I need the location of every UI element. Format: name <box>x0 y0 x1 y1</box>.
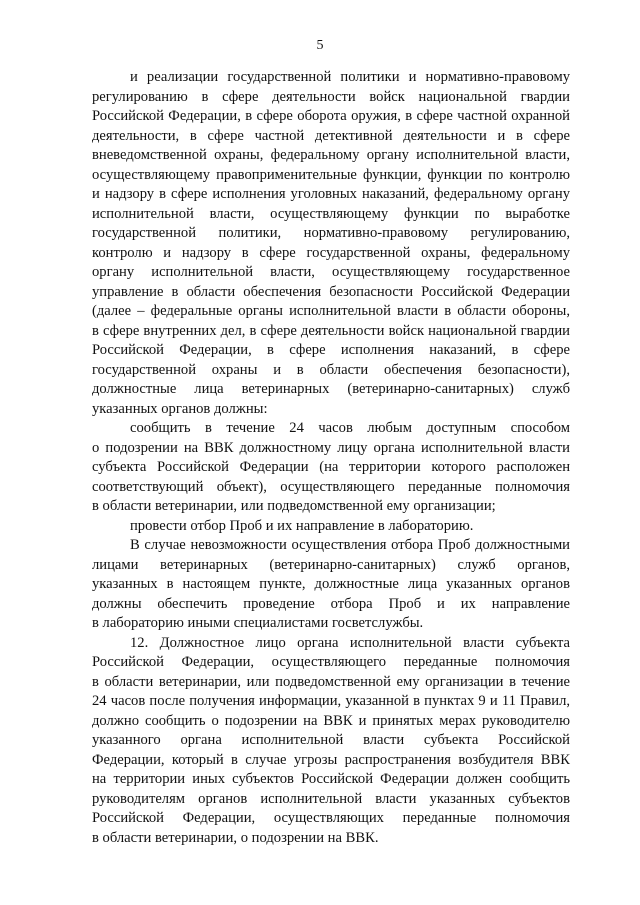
text-line: деятельности, в сфере частной детективной деятельности и в сфере <box>92 127 570 144</box>
text-line: руководителям органов исполнительной власти указанных субъектов <box>92 790 570 807</box>
text-line: органу исполнительной власти, осуществляющему государственное <box>92 264 570 280</box>
text-line: в сфере внутренних дел, в сфере деятельности войск национальной гвардии <box>92 322 570 339</box>
text-line: управление в области обеспечения безопасности Российской Федерации <box>92 283 570 300</box>
text-line: и надзору в сфере исполнения уголовных наказаний, федеральному органу <box>92 186 570 202</box>
text-line: Российской Федерации, осуществляющих переданные полномочия <box>92 810 570 826</box>
text-line: должны обеспечить проведение отбора Проб и их направление <box>92 595 570 612</box>
document-body <box>92 68 570 848</box>
text-line: в лабораторию иными специалистами госветслужбы. <box>92 615 424 631</box>
text-line: контролю и надзору в сфере государственной охраны, федеральному <box>92 244 570 261</box>
text-line: сообщить в течение 24 часов любым доступным способом <box>130 420 570 436</box>
text-line: государственной политики, нормативно-правовому регулированию, <box>92 225 570 241</box>
text-line: провести отбор Проб и их направление в лабораторию. <box>130 517 474 534</box>
text-line: соответствующий объект), осуществляющего переданные полномочия <box>92 478 570 495</box>
text-line: 24 часов после получения информации, указанной в пунктах 9 и 11 Правил, <box>92 693 570 709</box>
text-line: в области ветеринарии, или подведомственной ему организации; <box>92 498 496 514</box>
text-line: исполнительной власти, осуществляющему функции по выработке <box>92 205 570 222</box>
text-line: регулированию в сфере деятельности войск национальной гвардии <box>92 88 570 105</box>
text-line: Федерации, который в случае угрозы распространения возбудителя ВВК <box>92 751 570 768</box>
text-line: Российской Федерации, в сфере оборота оружия, в сфере частной охранной <box>92 108 570 124</box>
page-number: 5 <box>316 38 324 53</box>
text-line: государственной охраны и в области обеспечения безопасности), <box>92 361 570 378</box>
text-line: в области ветеринарии, или подведомственной ему организации в течение <box>92 673 570 690</box>
text-line: должностные лица ветеринарных (ветеринарно-санитарных) служб <box>92 381 570 397</box>
text-line: указанных органов должны: <box>92 400 268 417</box>
text-line: в области ветеринарии, о подозрении на ВВК. <box>92 829 379 846</box>
text-line: Российской Федерации, в сфере исполнения наказаний, в сфере <box>92 342 570 358</box>
text-line: 12. Должностное лицо органа исполнительной власти субъекта <box>130 634 570 651</box>
text-line: указанных в настоящем пункте, должностные лица указанных органов <box>92 576 570 592</box>
text-line: указанного органа исполнительной власти субъекта Российской <box>92 732 570 748</box>
text-line: должно сообщить о подозрении на ВВК и принятых мерах руководителю <box>92 712 570 729</box>
text-line: (далее – федеральные органы исполнительной власти в области обороны, <box>92 303 570 319</box>
text-line: лицами ветеринарных (ветеринарно-санитарных) служб органов, <box>92 556 570 573</box>
text-line: на территории иных субъектов Российской Федерации должен сообщить <box>92 771 570 787</box>
text-line: и реализации государственной политики и нормативно-правовому <box>130 69 570 85</box>
text-line: осуществляющему правоприменительные функции, функции по контролю <box>92 166 570 183</box>
text-line: о подозрении на ВВК должностному лицу органа исполнительной власти <box>92 439 570 456</box>
text-line: В случае невозможности осуществления отбора Проб должностными <box>130 537 570 553</box>
text-line: Российской Федерации, осуществляющего переданные полномочия <box>92 654 570 670</box>
text-line: субъекта Российской Федерации (на территории которого расположен <box>92 459 570 475</box>
text-line: вневедомственной охраны, федеральному органу исполнительной власти, <box>92 147 570 163</box>
